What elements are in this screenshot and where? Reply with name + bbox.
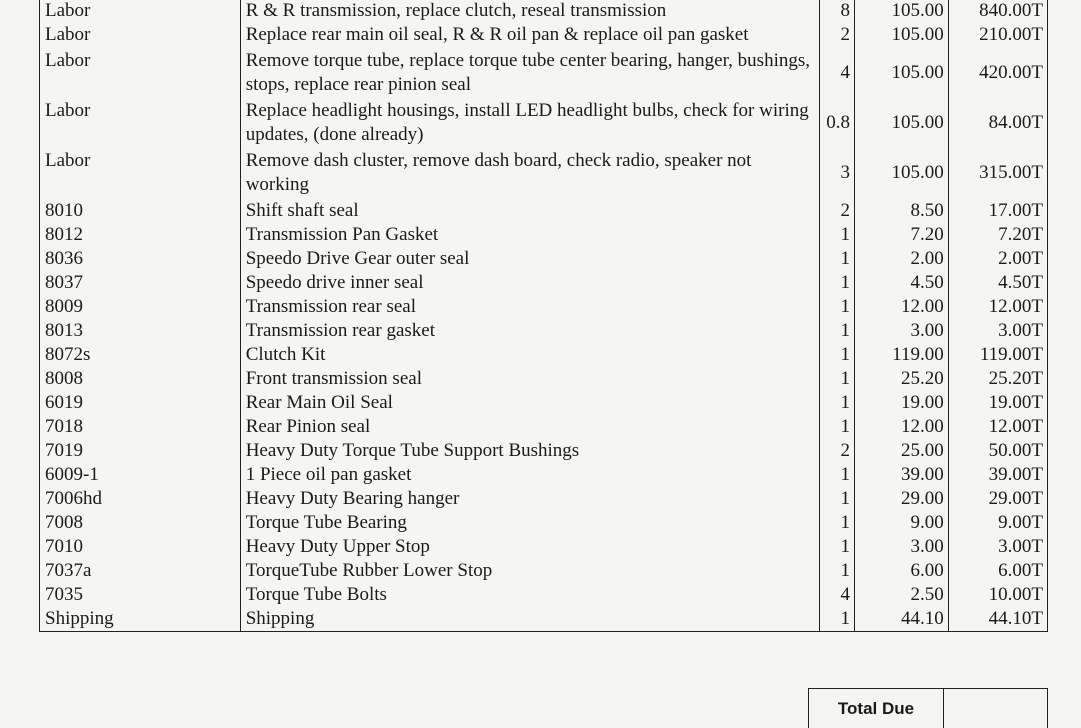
amount-cell: 39.00T bbox=[948, 463, 1047, 487]
amount-cell: 50.00T bbox=[948, 439, 1047, 463]
line-item-row bbox=[40, 319, 1048, 343]
line-item-row bbox=[40, 49, 1048, 99]
item-code-cell: 6009-1 bbox=[40, 463, 241, 487]
description-cell: Front transmission seal bbox=[240, 367, 819, 391]
quantity-cell: 1 bbox=[819, 607, 854, 632]
quantity-cell: 1 bbox=[819, 391, 854, 415]
item-code-cell: Labor bbox=[40, 23, 241, 49]
quantity-cell: 1 bbox=[819, 511, 854, 535]
rate-cell: 105.00 bbox=[854, 23, 948, 49]
quantity-cell: 1 bbox=[819, 535, 854, 559]
rate-cell: 105.00 bbox=[854, 149, 948, 199]
line-item-row bbox=[40, 223, 1048, 247]
amount-cell: 10.00T bbox=[948, 583, 1047, 607]
description-cell: Torque Tube Bearing bbox=[240, 511, 819, 535]
amount-cell: 2.00T bbox=[948, 247, 1047, 271]
line-item-row bbox=[40, 535, 1048, 559]
quantity-cell: 2 bbox=[819, 439, 854, 463]
amount-cell: 44.10T bbox=[948, 607, 1047, 632]
rate-cell: 6.00 bbox=[854, 559, 948, 583]
rate-cell: 4.50 bbox=[854, 271, 948, 295]
quantity-cell: 0.8 bbox=[819, 99, 854, 149]
rate-cell: 8.50 bbox=[854, 199, 948, 223]
rate-cell: 12.00 bbox=[854, 295, 948, 319]
description-cell: Replace rear main oil seal, R & R oil pan & replace oil pan gasket bbox=[240, 23, 819, 49]
quantity-cell: 1 bbox=[819, 295, 854, 319]
quantity-cell: 1 bbox=[819, 487, 854, 511]
line-item-row bbox=[40, 99, 1048, 149]
item-code-cell: 8009 bbox=[40, 295, 241, 319]
line-item-row bbox=[40, 607, 1048, 632]
line-item-row bbox=[40, 439, 1048, 463]
quantity-cell: 1 bbox=[819, 367, 854, 391]
rate-cell: 25.00 bbox=[854, 439, 948, 463]
quantity-cell: 2 bbox=[819, 23, 854, 49]
line-item-row bbox=[40, 343, 1048, 367]
rate-cell: 25.20 bbox=[854, 367, 948, 391]
item-code-cell: Labor bbox=[40, 149, 241, 199]
quantity-cell: 1 bbox=[819, 415, 854, 439]
item-code-cell: 8008 bbox=[40, 367, 241, 391]
line-item-row bbox=[40, 271, 1048, 295]
item-code-cell: 7035 bbox=[40, 583, 241, 607]
item-code-cell: 8013 bbox=[40, 319, 241, 343]
description-cell: Torque Tube Bolts bbox=[240, 583, 819, 607]
quantity-cell: 3 bbox=[819, 149, 854, 199]
line-item-row bbox=[40, 149, 1048, 199]
quantity-cell: 1 bbox=[819, 223, 854, 247]
item-code-cell: 6019 bbox=[40, 391, 241, 415]
rate-cell: 3.00 bbox=[854, 535, 948, 559]
item-code-cell: 7019 bbox=[40, 439, 241, 463]
amount-cell: 3.00T bbox=[948, 319, 1047, 343]
quantity-cell: 1 bbox=[819, 343, 854, 367]
item-code-cell: 7008 bbox=[40, 511, 241, 535]
rate-cell: 29.00 bbox=[854, 487, 948, 511]
quantity-cell: 1 bbox=[819, 319, 854, 343]
amount-cell: 25.20T bbox=[948, 367, 1047, 391]
description-cell: Remove torque tube, replace torque tube center bearing, hanger, bushings, stops, replace rear pinion seal bbox=[240, 49, 819, 99]
line-item-row bbox=[40, 583, 1048, 607]
rate-cell: 2.00 bbox=[854, 247, 948, 271]
description-cell: Heavy Duty Upper Stop bbox=[240, 535, 819, 559]
description-cell: Rear Main Oil Seal bbox=[240, 391, 819, 415]
rate-cell: 105.00 bbox=[854, 49, 948, 99]
item-code-cell: 7018 bbox=[40, 415, 241, 439]
amount-cell: 420.00T bbox=[948, 49, 1047, 99]
amount-cell: 315.00T bbox=[948, 149, 1047, 199]
description-cell: TorqueTube Rubber Lower Stop bbox=[240, 559, 819, 583]
description-cell: Transmission Pan Gasket bbox=[240, 223, 819, 247]
rate-cell: 19.00 bbox=[854, 391, 948, 415]
item-code-cell: 7006hd bbox=[40, 487, 241, 511]
item-code-cell: 8036 bbox=[40, 247, 241, 271]
rate-cell: 39.00 bbox=[854, 463, 948, 487]
rate-cell: 44.10 bbox=[854, 607, 948, 632]
description-cell: Replace headlight housings, install LED headlight bulbs, check for wiring updates, (done already) bbox=[240, 99, 819, 149]
amount-cell: 840.00T bbox=[948, 0, 1047, 23]
line-item-row bbox=[40, 295, 1048, 319]
rate-cell: 2.50 bbox=[854, 583, 948, 607]
description-cell: Heavy Duty Torque Tube Support Bushings bbox=[240, 439, 819, 463]
amount-cell: 119.00T bbox=[948, 343, 1047, 367]
amount-cell: 6.00T bbox=[948, 559, 1047, 583]
line-item-row bbox=[40, 511, 1048, 535]
total-due-label: Total Due bbox=[837, 699, 915, 718]
description-cell: Clutch Kit bbox=[240, 343, 819, 367]
quantity-cell: 2 bbox=[819, 199, 854, 223]
description-cell: Speedo drive inner seal bbox=[240, 271, 819, 295]
description-cell: Speedo Drive Gear outer seal bbox=[240, 247, 819, 271]
item-code-cell: Labor bbox=[40, 49, 241, 99]
line-item-row bbox=[40, 247, 1048, 271]
line-item-row bbox=[40, 487, 1048, 511]
line-item-row bbox=[40, 367, 1048, 391]
amount-cell: 12.00T bbox=[948, 415, 1047, 439]
line-item-row bbox=[40, 199, 1048, 223]
item-code-cell: 8037 bbox=[40, 271, 241, 295]
line-item-row bbox=[40, 391, 1048, 415]
quantity-cell: 1 bbox=[819, 463, 854, 487]
item-code-cell: Shipping bbox=[40, 607, 241, 632]
total-due-box bbox=[808, 688, 944, 728]
amount-cell: 210.00T bbox=[948, 23, 1047, 49]
item-code-cell: Labor bbox=[40, 99, 241, 149]
item-code-cell: 8010 bbox=[40, 199, 241, 223]
rate-cell: 12.00 bbox=[854, 415, 948, 439]
amount-cell: 7.20T bbox=[948, 223, 1047, 247]
line-item-row bbox=[40, 559, 1048, 583]
amount-cell: 19.00T bbox=[948, 391, 1047, 415]
rate-cell: 105.00 bbox=[854, 99, 948, 149]
amount-cell: 29.00T bbox=[948, 487, 1047, 511]
description-cell: Remove dash cluster, remove dash board, check radio, speaker not working bbox=[240, 149, 819, 199]
rate-cell: 3.00 bbox=[854, 319, 948, 343]
description-cell: Shipping bbox=[240, 607, 819, 632]
line-item-row bbox=[40, 23, 1048, 49]
quantity-cell: 4 bbox=[819, 583, 854, 607]
item-code-cell: 8072s bbox=[40, 343, 241, 367]
description-cell: Shift shaft seal bbox=[240, 199, 819, 223]
amount-cell: 84.00T bbox=[948, 99, 1047, 149]
amount-cell: 12.00T bbox=[948, 295, 1047, 319]
rate-cell: 7.20 bbox=[854, 223, 948, 247]
quantity-cell: 1 bbox=[819, 271, 854, 295]
quantity-cell: 1 bbox=[819, 559, 854, 583]
amount-cell: 3.00T bbox=[948, 535, 1047, 559]
quantity-cell: 1 bbox=[819, 247, 854, 271]
total-due-value-cell bbox=[944, 688, 1048, 728]
rate-cell: 105.00 bbox=[854, 0, 948, 23]
line-item-row bbox=[40, 463, 1048, 487]
line-item-row bbox=[40, 415, 1048, 439]
rate-cell: 119.00 bbox=[854, 343, 948, 367]
amount-cell: 17.00T bbox=[948, 199, 1047, 223]
item-code-cell: 8012 bbox=[40, 223, 241, 247]
invoice-rows bbox=[40, 0, 1048, 632]
amount-cell: 9.00T bbox=[948, 511, 1047, 535]
item-code-cell: 7037a bbox=[40, 559, 241, 583]
quantity-cell: 8 bbox=[819, 0, 854, 23]
description-cell: 1 Piece oil pan gasket bbox=[240, 463, 819, 487]
amount-cell: 4.50T bbox=[948, 271, 1047, 295]
quantity-cell: 4 bbox=[819, 49, 854, 99]
invoice-line-items-table bbox=[39, 0, 1048, 632]
description-cell: Transmission rear gasket bbox=[240, 319, 819, 343]
item-code-cell: 7010 bbox=[40, 535, 241, 559]
description-cell: Heavy Duty Bearing hanger bbox=[240, 487, 819, 511]
description-cell: Rear Pinion seal bbox=[240, 415, 819, 439]
item-code-cell: Labor bbox=[40, 0, 241, 23]
line-item-row bbox=[40, 0, 1048, 23]
description-cell: Transmission rear seal bbox=[240, 295, 819, 319]
rate-cell: 9.00 bbox=[854, 511, 948, 535]
description-cell: R & R transmission, replace clutch, reseal transmission bbox=[240, 0, 819, 23]
